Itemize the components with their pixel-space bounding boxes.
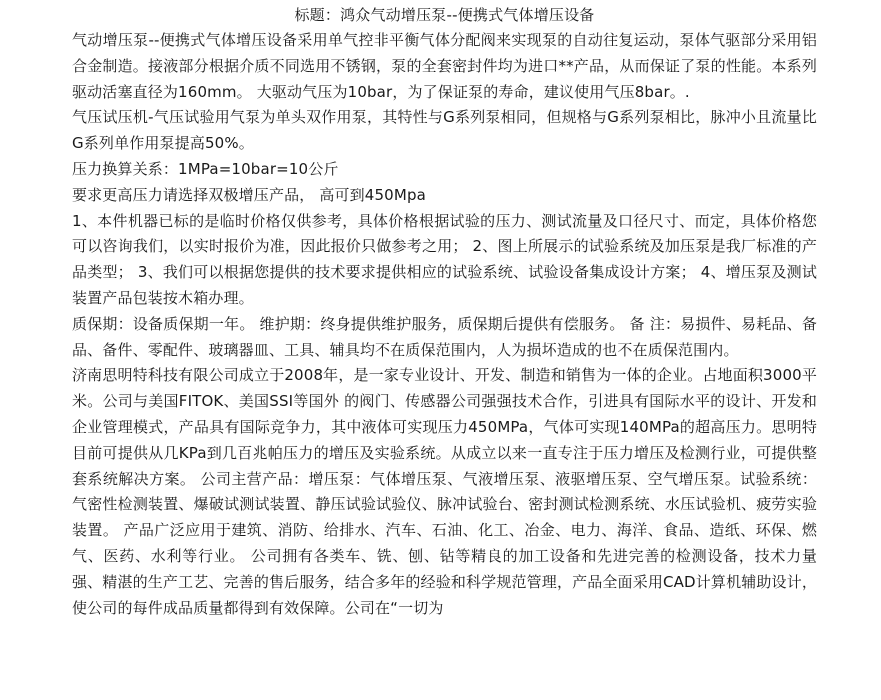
paragraph-company-intro: 济南思明特科技有限公司成立于2008年，是一家专业设计、开发、制造和销售为一体的企业。占地面积3000平米。公司与美国FITOK、美国SSI等国外 的阀门、传感器公司强强技术合作，引进具有国际水平的设计、开发和企业管理模式，产品具有国际竞争力，其中液体可实现压力450MPa，气体可实现140MPa的超高压力。思明特目前可提供从几KPa到几百兆帕压力的增压及实验系统。从成立以来一直专注于压力增压及检测行业，可提供整套系统解决方案。 公司主营产品：增压泵：气体增压泵、气液增压泵、液驱增压泵、空气增压泵。试验系统：气密性检测装置、爆破试测试装置、静压试验试验仪、脉冲试验台、密封测试检测系统、水压试验机、疲劳实验装置。 产品广泛应用于建筑、消防、给排水、汽车、石油、化工、冶金、电力、海洋、食品、造纸、环保、燃气、医药、水利等行业。 公司拥有各类车、铣、刨、钻等精良的加工设备和先进完善的检测设备，技术力量强、精湛的生产工艺、完善的售后服务，结合多年的经验和科学规范管理，产品全面采用CAD计算机辅助设计，使公司的每件成品质量都得到有效保障。公司在“一切为	[72, 366, 817, 617]
paragraph-warranty: 质保期：设备质保期一年。 维护期：终身提供维护服务，质保期后提供有偿服务。 备 注：易损件、易耗品、备品、备件、零配件、玻璃器皿、工具、辅具均不在质保范围内，人为损坏造成的也不在质保范围内。	[72, 314, 817, 359]
paragraph-intro: 气动增压泵--便携式气体增压设备采用单气控非平衡气体分配阀来实现泵的自动往复运动，泵体气驱部分采用铝合金制造。接液部分根据介质不同选用不锈钢，泵的全套密封件均为进口**产品，从而保证了泵的性能。本系列驱动活塞直径为160mm。 大驱动气压为10bar，为了保证泵的寿命，建议使用气压8bar。.	[72, 31, 817, 101]
paragraph-pump-type: 气压试压机-气压试验用气泵为单头双作用泵，其特性与G系列泵相同，但规格与G系列泵相比，脉冲小且流量比G系列单作用泵提高50%。	[72, 108, 817, 153]
document-title: 标题：鸿众气动增压泵--便携式气体增压设备	[294, 6, 595, 24]
paragraph-higher-pressure: 要求更高压力请选择双极增压产品， 高可到450Mpa	[72, 185, 426, 204]
paragraph-price-notes: 1、本件机器已标的是临时价格仅供参考，具体价格根据试验的压力、测试流量及口径尺寸、而定，具体价格您可以咨询我们，以实时报价为准，因此报价只做参考之用； 2、图上所展示的试验系统及加压泵是我厂标准的产品类型； 3、我们可以根据您提供的技术要求提供相应的试验系统、试验设备集成设计方案； 4、增压泵及测试装置产品包装按木箱办理。	[72, 211, 817, 307]
paragraph-pressure-conversion: 压力换算关系：1MPa=10bar=10公斤	[72, 159, 339, 178]
